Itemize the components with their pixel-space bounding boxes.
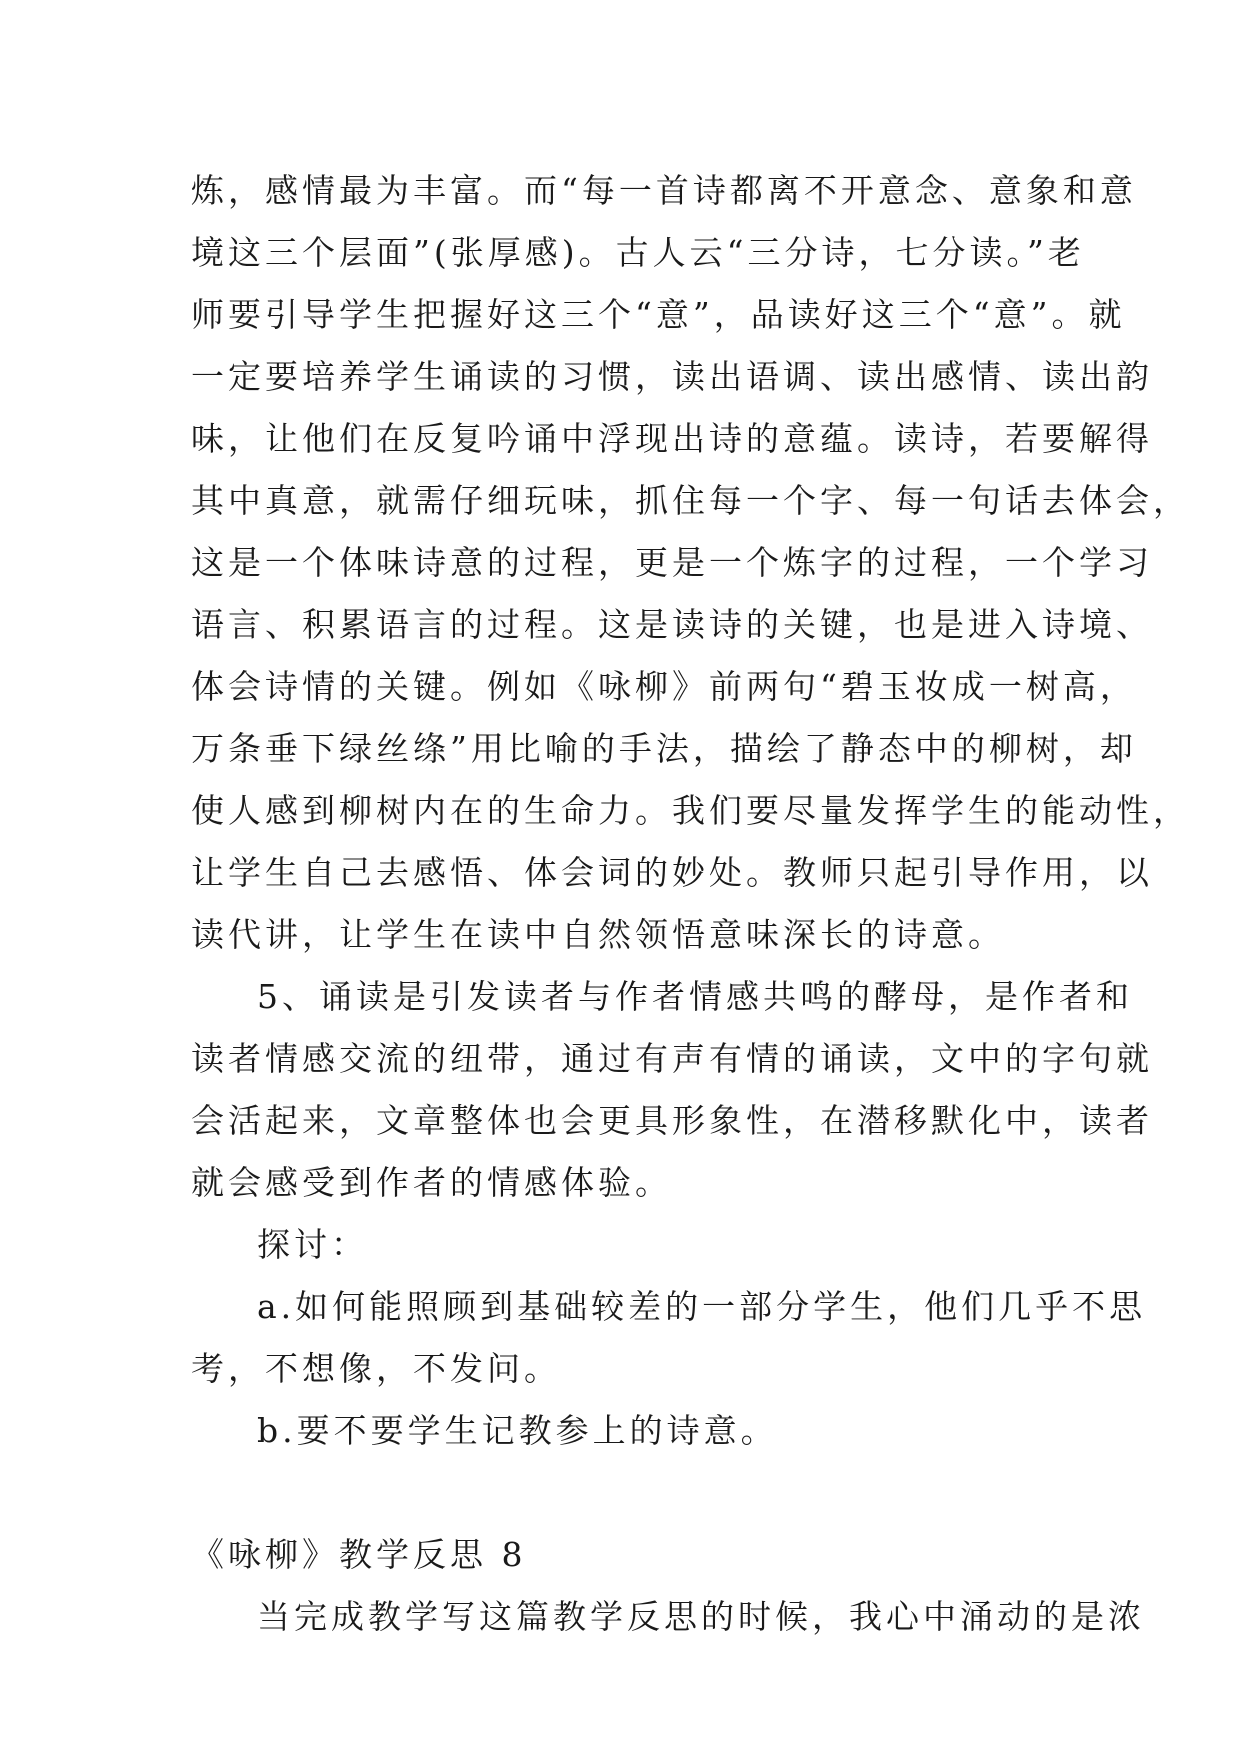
- paragraph-5-line: 读者情感交流的纽带，通过有声有情的诵读，文中的字句就: [191, 1039, 1153, 1078]
- discussion-item-a: a.如何能照顾到基础较差的一部分学生，他们几乎不思: [257, 1287, 1147, 1326]
- text-line: 境这三个层面”(张厚感)。古人云“三分诗，七分读。”老: [191, 233, 1085, 272]
- section-title: 《咏柳》教学反思 8: [191, 1535, 527, 1574]
- text-line: 炼，感情最为丰富。而“每一首诗都离不开意念、意象和意: [191, 171, 1137, 210]
- text-line: 其中真意，就需仔细玩味，抓住每一个字、每一句话去体会，: [191, 481, 1190, 520]
- paragraph-5-line: 会活起来，文章整体也会更具形象性，在潜移默化中，读者: [191, 1101, 1153, 1140]
- section-spacer: [191, 1462, 1051, 1524]
- text-line: 读代讲，让学生在读中自然领悟意味深长的诗意。: [191, 915, 1005, 954]
- paragraph-5-line: 就会感受到作者的情感体验。: [191, 1163, 672, 1202]
- document-body: [191, 160, 1190, 1648]
- discussion-label: 探讨：: [257, 1225, 368, 1264]
- text-line: 语言、积累语言的过程。这是读诗的关键，也是进入诗境、: [191, 605, 1153, 644]
- paragraph-5-line: 5、诵读是引发读者与作者情感共鸣的酵母，是作者和: [257, 977, 1133, 1016]
- text-line: 味，让他们在反复吟诵中浮现出诗的意蕴。读诗，若要解得: [191, 419, 1153, 458]
- text-line: 使人感到柳树内在的生命力。我们要尽量发挥学生的能动性，: [191, 791, 1190, 830]
- section-first-line: 当完成教学写这篇教学反思的时候，我心中涌动的是浓: [257, 1597, 1145, 1636]
- text-line: 让学生自己去感悟、体会词的妙处。教师只起引导作用，以: [191, 853, 1153, 892]
- discussion-item-a-continued: 考，不想像，不发问。: [191, 1349, 561, 1388]
- discussion-item-b: b.要不要学生记教参上的诗意。: [257, 1411, 778, 1450]
- text-line: 体会诗情的关键。例如《咏柳》前两句“碧玉妆成一树高，: [191, 667, 1137, 706]
- text-line: 万条垂下绿丝绦”用比喻的手法，描绘了静态中的柳树，却: [191, 729, 1137, 768]
- text-line: 一定要培养学生诵读的习惯，读出语调、读出感情、读出韵: [191, 357, 1153, 396]
- text-line: 这是一个体味诗意的过程，更是一个炼字的过程，一个学习: [191, 543, 1153, 582]
- text-line: 师要引导学生把握好这三个“意”，品读好这三个“意”。就: [191, 295, 1126, 334]
